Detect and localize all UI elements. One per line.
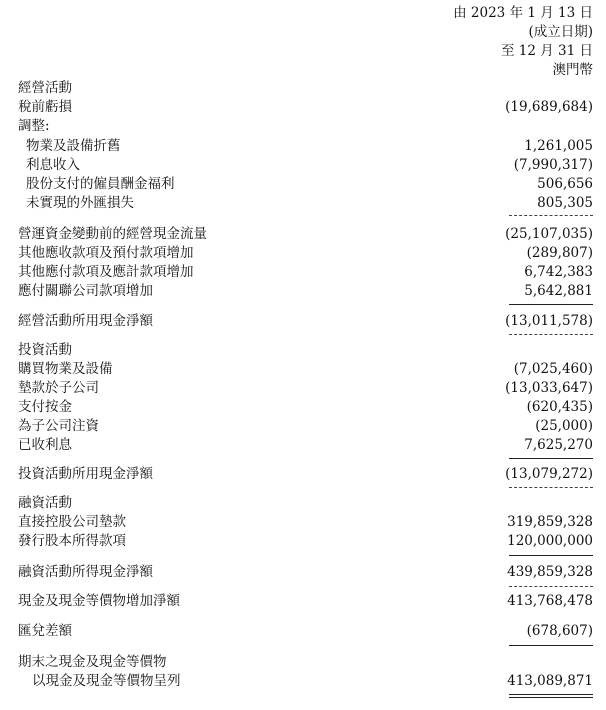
statement-row: 已收利息 7,625,270 — [18, 437, 593, 453]
section-heading-investing: 投資活動 — [18, 342, 72, 358]
statement-row: 稅前虧損 (19,689,684) — [18, 99, 593, 115]
statement-row: 匯兌差額 (678,607) — [18, 623, 593, 639]
row-value: 506,656 — [537, 176, 593, 192]
statement-row: 股份支付的僱員酬金福利 506,656 — [26, 176, 593, 192]
subtotal-rule — [509, 645, 593, 646]
statement-row: 發行股本所得款項 120,000,000 — [18, 533, 593, 549]
statement-row: 利息收入 (7,990,317) — [26, 157, 593, 173]
statement-row: 調整: — [18, 118, 50, 134]
statement-row: 以現金及現金等價物呈列 413,089,871 — [32, 673, 593, 689]
statement-row: 其他應付款項及應計款項增加 6,742,383 — [18, 264, 593, 280]
currency-label: 澳門幣 — [552, 62, 593, 78]
row-value: (13,079,272) — [505, 466, 593, 482]
row-value: (13,033,647) — [505, 380, 593, 396]
section-heading-operating: 經營活動 — [18, 80, 72, 96]
statement-row: 購買物業及設備 (7,025,460) — [18, 361, 593, 377]
period-end: 至 12 月 31 日 — [500, 43, 593, 59]
statement-row: 融資活動所得現金淨額 439,859,328 — [18, 564, 593, 580]
statement-row: 期末之現金及現金等價物 — [18, 654, 167, 670]
incorporation-note: (成立日期) — [528, 24, 593, 40]
row-value: 120,000,000 — [507, 533, 593, 549]
statement-row: 營運資金變動前的經營現金流量 (25,107,035) — [18, 226, 593, 242]
row-value: (620,435) — [526, 399, 593, 415]
row-value: 5,642,881 — [524, 283, 593, 299]
statement-row: 投資活動所用現金淨額 (13,079,272) — [18, 466, 593, 482]
subtotal-rule — [509, 215, 593, 216]
row-value: 413,768,478 — [507, 593, 593, 609]
statement-row: 應付關聯公司款項增加 5,642,881 — [18, 283, 593, 299]
statement-row: 其他應收款項及預付款項增加 (289,807) — [18, 245, 593, 261]
statement-row: 現金及現金等價物增加淨額 413,768,478 — [18, 593, 593, 609]
row-value: (13,011,578) — [505, 313, 593, 329]
statement-row: 墊款於子公司 (13,033,647) — [18, 380, 593, 396]
column-header — [453, 4, 593, 80]
subtotal-rule — [509, 555, 593, 556]
statement-row: 未實現的外匯損失 805,305 — [26, 195, 593, 211]
row-value: 7,625,270 — [524, 437, 593, 453]
row-value: 413,089,871 — [507, 673, 593, 689]
row-value: 6,742,383 — [524, 264, 593, 280]
row-value: (678,607) — [526, 623, 593, 639]
row-value: (25,107,035) — [505, 226, 593, 242]
subtotal-rule — [509, 334, 593, 335]
row-value: 439,859,328 — [507, 564, 593, 580]
statement-row: 為子公司注資 (25,000) — [18, 418, 593, 434]
row-value: 805,305 — [537, 195, 593, 211]
statement-row: 物業及設備折舊 1,261,005 — [26, 138, 593, 154]
subtotal-rule — [509, 487, 593, 488]
row-value: (289,807) — [526, 245, 593, 261]
statement-row: 直接控股公司墊款 319,859,328 — [18, 514, 593, 530]
subtotal-rule — [509, 458, 593, 459]
row-value: (19,689,684) — [505, 99, 593, 115]
statement-row: 經營活動所用現金淨額 (13,011,578) — [18, 313, 593, 329]
section-heading-financing: 融資活動 — [18, 495, 72, 511]
statement-row: 支付按金 (620,435) — [18, 399, 593, 415]
row-value: 1,261,005 — [524, 138, 593, 154]
row-value: (7,025,460) — [513, 361, 593, 377]
subtotal-rule — [509, 586, 593, 587]
row-value: (25,000) — [535, 418, 593, 434]
total-double-rule — [509, 694, 593, 698]
row-value: 319,859,328 — [507, 514, 593, 530]
period-start: 由 2023 年 1 月 13 日 — [453, 5, 593, 21]
subtotal-rule — [509, 304, 593, 305]
row-value: (7,990,317) — [513, 157, 593, 173]
